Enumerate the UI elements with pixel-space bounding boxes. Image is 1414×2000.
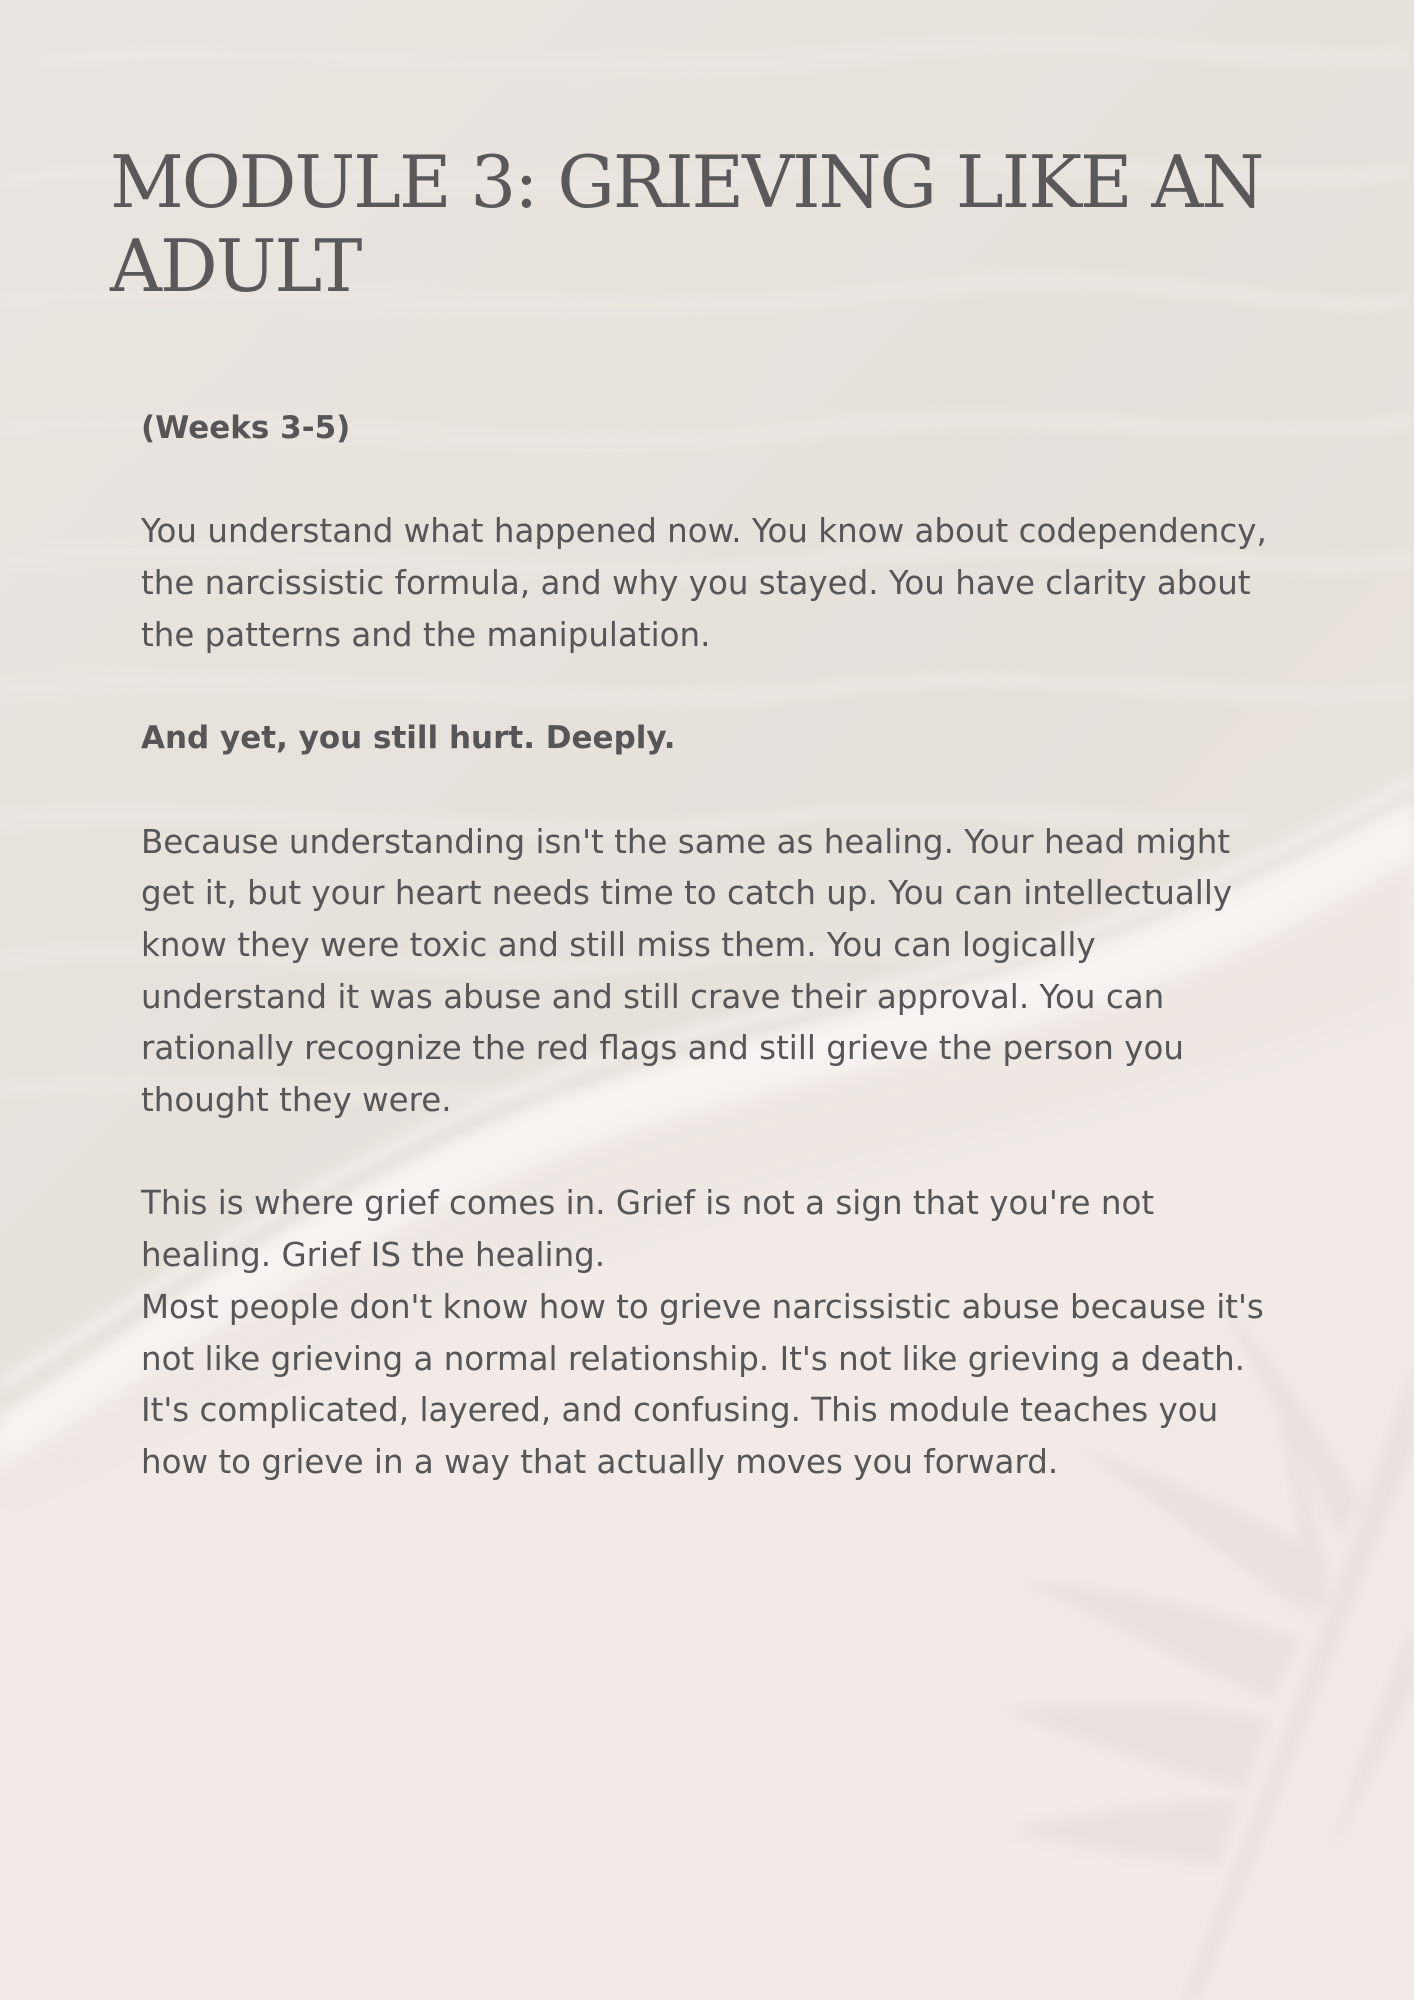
body-text [141,403,1281,1540]
weeks-subheading: (Weeks 3-5) [141,410,351,446]
paragraph-understanding: Because understanding isn't the same as healing. Your head might get it, but your heart needs time to catch up. You can intellectually know they were toxic and still miss them. You can logically understand it was abuse and still crave their approval. You can rationally recognize the red flags and still grieve the person you thought they were. [141,822,1233,1120]
page-title: MODULE 3: GRIEVING LIKE AN ADULT [110,140,1263,308]
paragraph-emphasis: And yet, you still hurt. Deeply. [141,720,676,757]
paragraph-module-purpose: Most people don't know how to grieve narcissistic abuse because it's not like grieving a normal relationship. It's not like grieving a death. It's complicated, layered, and confusing. This module teaches you how to grieve in a way that actually moves you forward. [141,1287,1264,1481]
paragraph-intro: You understand what happened now. You know about codependency, the narcissistic formula, and why you stayed. You have clarity about the patterns and the manipulation. [141,512,1267,654]
paragraph-grief: This is where grief comes in. Grief is not a sign that you're not healing. Grief IS the healing. [141,1184,1155,1275]
